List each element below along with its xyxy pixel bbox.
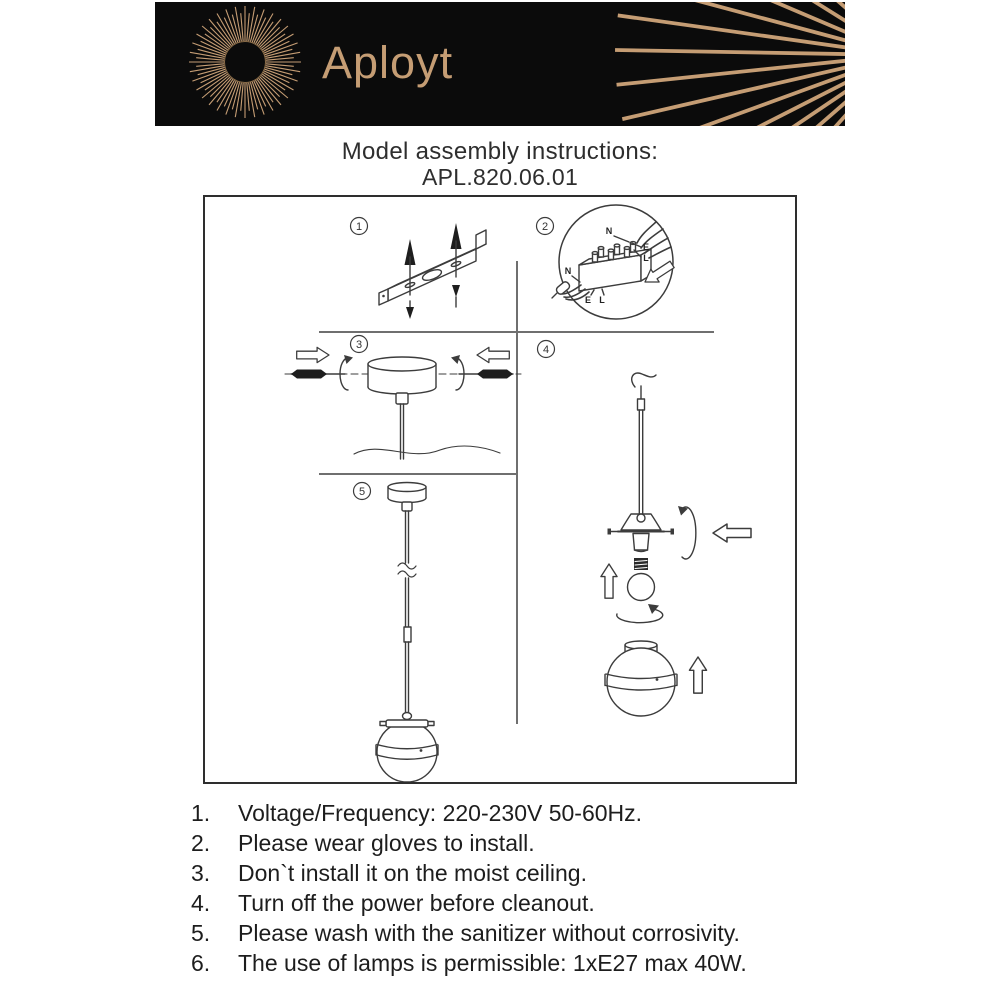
instruction-item [191,948,747,978]
step-2-number: 2 [541,221,549,233]
step-4-assembly-drawing [601,373,751,716]
item-number: 4. [191,890,211,916]
wire-label-l-bottom: L [599,295,605,305]
wire-label-e-top: E [642,242,650,252]
item-number: 1. [191,800,211,826]
item-number: 3. [191,860,211,886]
push-arrow-right-icon [477,347,509,362]
step-3-number: 3 [355,339,363,351]
wire-label-n-bottom: N [564,266,572,276]
banner-graphics [155,2,845,126]
step-1-number: 1 [355,221,363,233]
bulb-up-arrow-icon [601,564,617,598]
step-4-number: 4 [542,344,550,356]
item-number: 5. [191,920,211,946]
instruction-item [191,828,747,858]
assembly-diagram [205,197,795,782]
screw-bulb-arrow-icon [617,610,663,623]
item-text: The use of lamps is permissible: 1xE27 max 40W. [238,950,747,976]
wire-label-n-top: N [605,226,613,236]
step-5-pendant-drawing [376,483,438,783]
item-text: Please wear gloves to install. [238,830,535,856]
page-title: Model assembly instructions: [341,138,659,165]
item-text: Please wash with the sanitizer without corrosivity. [238,920,740,946]
instruction-item [191,888,747,918]
instructions-list [191,798,747,978]
step-5-number: 5 [358,486,366,498]
corner-ray-fan-icon [615,2,845,126]
diagram-box [203,195,797,784]
push-socket-arrow-icon [713,524,751,542]
wire-label-l-top: L [643,253,649,263]
light-bulb [628,558,655,601]
instruction-item [191,918,747,948]
item-number: 2. [191,830,211,856]
lamp-socket [633,534,649,551]
item-text: Don`t install it on the moist ceiling. [238,860,587,886]
globe-up-arrow-icon [689,657,706,693]
step-3-canopy-drawing [285,347,521,459]
instruction-item [191,798,747,828]
sunburst-icon [189,6,301,118]
item-text: Turn off the power before cleanout. [238,890,595,916]
wire-label-e-bottom: E [584,295,592,305]
brand-banner [155,2,845,126]
item-text: Voltage/Frequency: 220-230V 50-60Hz. [238,800,643,826]
sunburst-inner-ring [225,42,266,83]
model-number: APL.820.06.01 [421,164,579,190]
item-number: 6. [191,950,211,976]
push-arrow-left-icon [297,347,329,362]
glass-globe [605,641,677,716]
step-1-bracket-drawing [379,223,486,319]
hanging-hook [632,373,656,387]
brand-text: Aployt [322,37,454,88]
rotate-socket-arrow-icon [682,507,696,559]
step-2-wiring-drawing [552,205,676,319]
instruction-item [191,858,747,888]
